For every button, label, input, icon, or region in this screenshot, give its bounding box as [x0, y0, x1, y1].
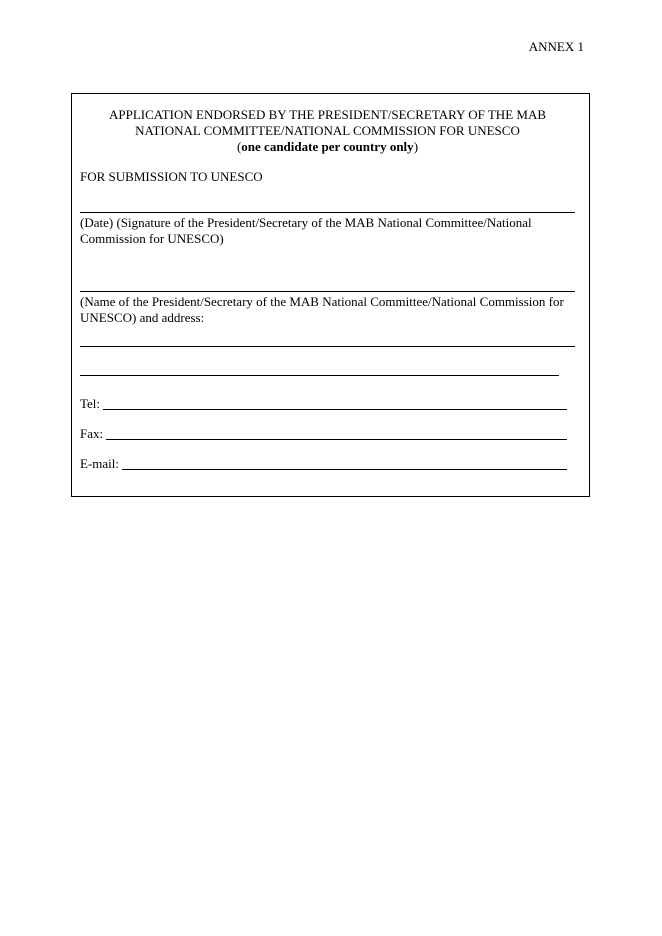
- title-line-1: APPLICATION ENDORSED BY THE PRESIDENT/SECRETARY OF THE MAB: [108, 107, 547, 122]
- date-signature-caption: (Date) (Signature of the President/Secretary of the MAB National Committee/National Commission for UNESCO): [80, 215, 532, 246]
- title-line-3: [90, 139, 565, 155]
- date-signature-blank-line: [80, 212, 575, 213]
- fax-row: [80, 426, 575, 442]
- form-box: [71, 93, 590, 497]
- fax-blank-line: [106, 426, 567, 440]
- title-line-3-bold: one candidate per country only: [241, 139, 414, 154]
- email-row: [80, 456, 575, 472]
- tel-row: [80, 396, 575, 412]
- submission-heading: FOR SUBMISSION TO UNESCO: [80, 169, 263, 184]
- address-blank-line-2: [80, 375, 559, 376]
- title-line-3-close: ): [413, 139, 419, 154]
- tel-label: Tel:: [80, 396, 101, 411]
- address-blank-line-1: [80, 346, 575, 347]
- title-line-3-open: (: [236, 139, 242, 154]
- form-title: [80, 107, 575, 155]
- name-blank-line: [80, 291, 575, 292]
- annex-label: ANNEX 1: [528, 39, 584, 54]
- name-caption: (Name of the President/Secretary of the MAB National Committee/National Commission for UNESCO) and address:: [80, 294, 564, 325]
- email-blank-line: [122, 456, 567, 470]
- email-label: E-mail:: [80, 456, 119, 471]
- fax-label: Fax:: [80, 426, 104, 441]
- tel-blank-line: [103, 396, 567, 410]
- title-line-2: NATIONAL COMMITTEE/NATIONAL COMMISSION FOR UNESCO: [135, 123, 520, 138]
